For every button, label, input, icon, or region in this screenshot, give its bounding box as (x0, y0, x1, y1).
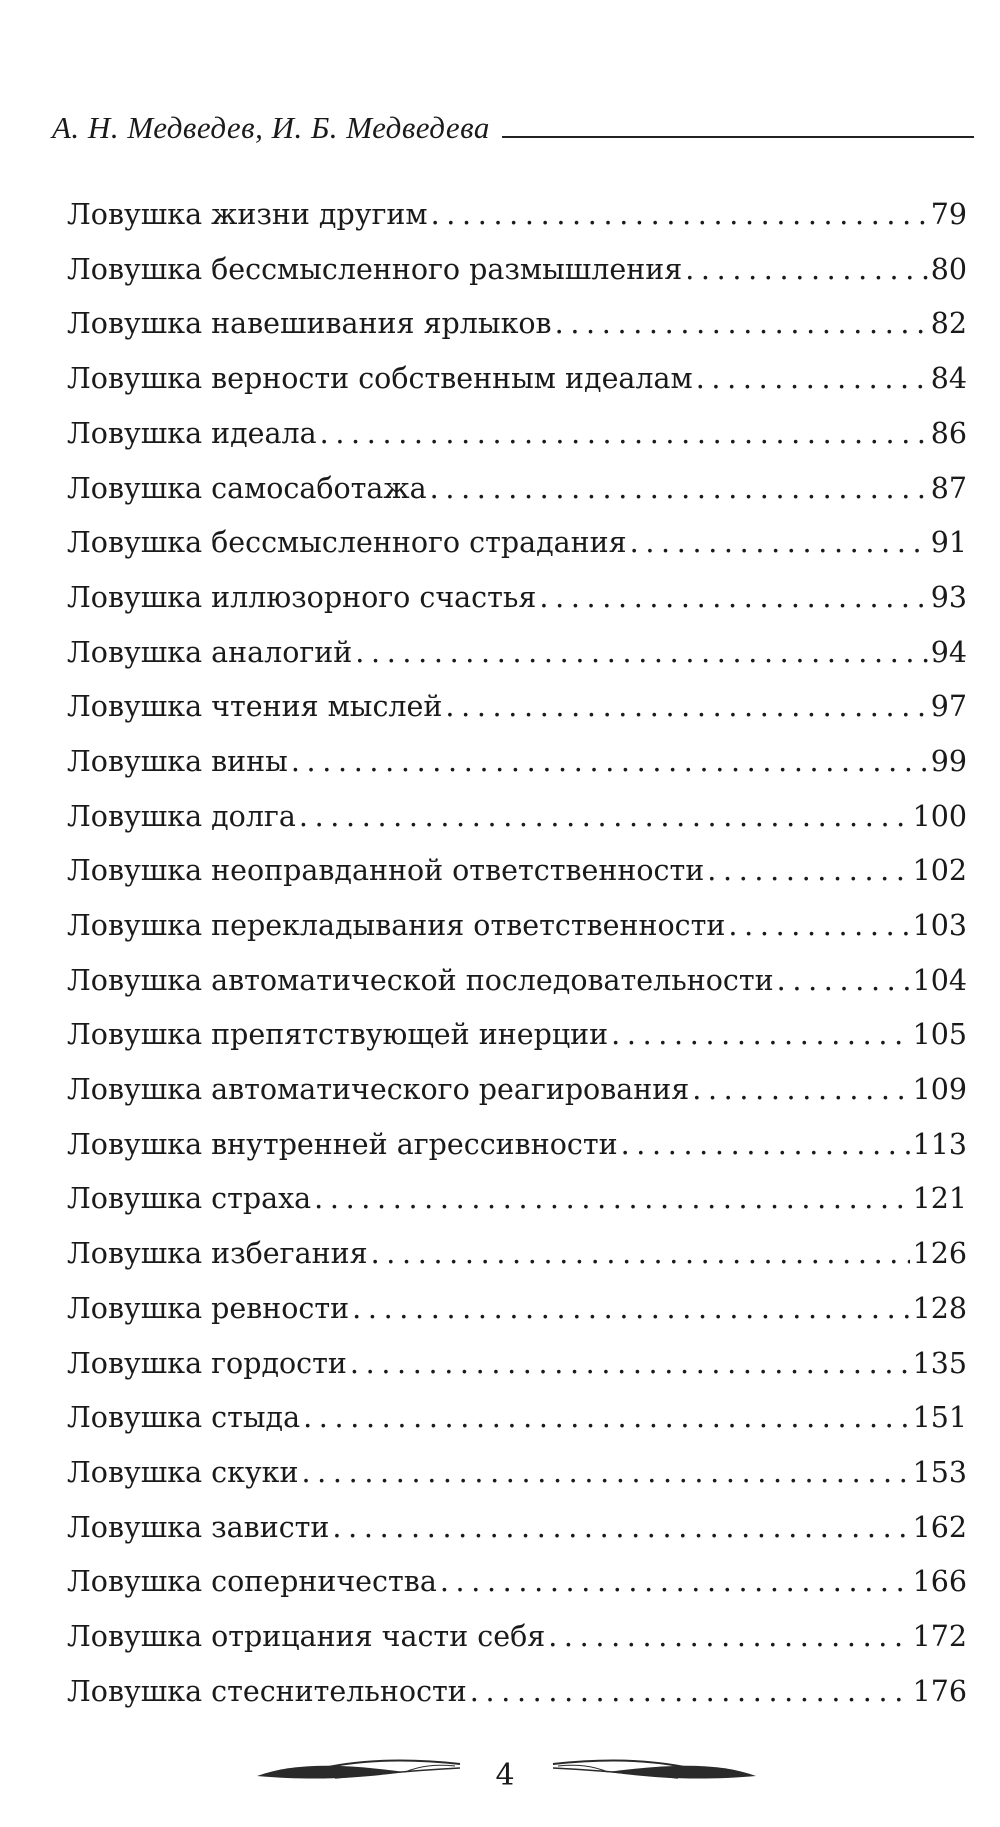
toc-leader-dots (350, 1350, 910, 1379)
toc-entry-title: Ловушка идеала (67, 416, 317, 450)
toc-entry-title: Ловушка отрицания части себя (67, 1619, 546, 1653)
toc-entry-page: 86 (930, 416, 967, 450)
toc-entry[interactable] (67, 790, 967, 845)
toc-entry[interactable] (67, 954, 967, 1009)
toc-entry-title: Ловушка страха (67, 1182, 312, 1216)
toc-entry-page: 84 (930, 362, 967, 396)
toc-entry-page: 80 (930, 252, 967, 286)
toc-entry-page: 126 (912, 1237, 967, 1271)
toc-leader-dots (301, 1459, 909, 1488)
toc-entry[interactable] (67, 735, 967, 790)
toc-entry[interactable] (67, 516, 967, 571)
toc-leader-dots (621, 1131, 910, 1160)
toc-leader-dots (630, 529, 928, 558)
toc-entry[interactable] (67, 243, 967, 298)
toc-entry[interactable] (67, 1008, 967, 1063)
toc-entry[interactable] (67, 1391, 967, 1446)
toc-entry-page: 172 (912, 1619, 967, 1653)
toc-entry-page: 97 (930, 690, 967, 724)
toc-leader-dots (611, 1021, 909, 1050)
toc-entry-title: Ловушка избегания (67, 1237, 368, 1271)
toc-entry-title: Ловушка аналогий (67, 635, 353, 669)
toc-entry[interactable] (67, 1063, 967, 1118)
toc-entry-page: 109 (912, 1073, 967, 1107)
toc-entry-title: Ловушка чтения мыслей (67, 690, 443, 724)
toc-leader-dots (555, 310, 928, 339)
toc-leader-dots (696, 365, 928, 394)
toc-leader-dots (728, 912, 909, 941)
toc-leader-dots (314, 1185, 909, 1214)
toc-entry-title: Ловушка перекладывания ответственности (67, 909, 726, 943)
toc-leader-dots (777, 967, 910, 996)
toc-entry-page: 176 (912, 1674, 967, 1708)
toc-entry-title: Ловушка соперничества (67, 1565, 437, 1599)
page-number: 4 (495, 1758, 515, 1793)
toc-entry[interactable] (67, 352, 967, 407)
toc-entry[interactable] (67, 1172, 967, 1227)
toc-entry-page: 113 (912, 1127, 967, 1161)
toc-leader-dots (320, 420, 928, 449)
toc-leader-dots (291, 748, 928, 777)
running-head (52, 112, 974, 143)
toc-entry-page: 153 (912, 1455, 967, 1489)
toc-leader-dots (431, 201, 928, 230)
toc-entry-page: 79 (930, 198, 967, 232)
toc-entry-title: Ловушка зависти (67, 1510, 330, 1544)
toc-entry-page: 102 (912, 854, 967, 888)
toc-entry-page: 128 (912, 1291, 967, 1325)
toc-entry[interactable] (67, 1665, 967, 1720)
toc-entry-page: 162 (912, 1510, 967, 1544)
toc-entry-page: 104 (912, 963, 967, 997)
toc-entry-page: 82 (930, 307, 967, 341)
toc-entry[interactable] (67, 461, 967, 516)
toc-leader-dots (430, 475, 928, 504)
table-of-contents (67, 188, 967, 1719)
toc-entry-title: Ловушка стыда (67, 1401, 301, 1435)
toc-entry[interactable] (67, 844, 967, 899)
toc-leader-dots (332, 1514, 909, 1543)
toc-entry-title: Ловушка жизни другим (67, 198, 428, 232)
toc-entry[interactable] (67, 1118, 967, 1173)
right-ornament-icon (548, 1750, 758, 1790)
toc-leader-dots (692, 1076, 909, 1105)
toc-leader-dots (445, 693, 927, 722)
toc-entry-title: Ловушка навешивания ярлыков (67, 307, 552, 341)
toc-leader-dots (440, 1568, 910, 1597)
toc-leader-dots (371, 1240, 910, 1269)
toc-entry[interactable] (67, 1610, 967, 1665)
toc-entry-page: 135 (912, 1346, 967, 1380)
toc-entry[interactable] (67, 407, 967, 462)
toc-leader-dots (685, 256, 928, 285)
left-ornament-icon (255, 1750, 465, 1790)
toc-entry[interactable] (67, 297, 967, 352)
toc-entry-title: Ловушка бессмысленного страдания (67, 526, 627, 560)
toc-leader-dots (548, 1623, 909, 1652)
toc-entry-title: Ловушка верности собственным идеалам (67, 362, 693, 396)
toc-entry-page: 91 (930, 526, 967, 560)
toc-entry-page: 93 (930, 580, 967, 614)
toc-entry-title: Ловушка самосаботажа (67, 471, 427, 505)
toc-entry-page: 103 (912, 909, 967, 943)
toc-entry-page: 121 (912, 1182, 967, 1216)
toc-leader-dots (299, 803, 910, 832)
toc-entry[interactable] (67, 680, 967, 735)
toc-entry-title: Ловушка вины (67, 744, 288, 778)
toc-leader-dots (352, 1295, 909, 1324)
toc-entry[interactable] (67, 1336, 967, 1391)
toc-entry[interactable] (67, 188, 967, 243)
toc-entry-title: Ловушка автоматической последовательности (67, 963, 774, 997)
toc-entry[interactable] (67, 571, 967, 626)
toc-entry-title: Ловушка автоматического реагирования (67, 1073, 690, 1107)
toc-entry[interactable] (67, 1446, 967, 1501)
toc-entry-page: 105 (912, 1018, 967, 1052)
authors: А. Н. Медведев, И. Б. Медведева (52, 110, 490, 145)
toc-entry[interactable] (67, 1555, 967, 1610)
toc-entry-title: Ловушка стеснительности (67, 1674, 467, 1708)
toc-leader-dots (303, 1404, 910, 1433)
toc-entry-title: Ловушка бессмысленного размышления (67, 252, 683, 286)
page-footer (0, 1750, 1000, 1810)
toc-entry[interactable] (67, 1501, 967, 1556)
toc-entry-title: Ловушка внутренней агрессивности (67, 1127, 618, 1161)
toc-leader-dots (539, 584, 927, 613)
toc-leader-dots (707, 857, 909, 886)
toc-entry[interactable] (67, 1227, 967, 1282)
toc-leader-dots (470, 1678, 910, 1707)
toc-entry-page: 87 (930, 471, 967, 505)
toc-entry-title: Ловушка гордости (67, 1346, 347, 1380)
toc-entry-title: Ловушка скуки (67, 1455, 299, 1489)
toc-entry-title: Ловушка ревности (67, 1291, 350, 1325)
toc-entry-page: 100 (912, 799, 967, 833)
header-rule (502, 136, 974, 138)
toc-entry-page: 151 (912, 1401, 967, 1435)
toc-leader-dots (355, 639, 927, 668)
toc-entry[interactable] (67, 1282, 967, 1337)
toc-entry-title: Ловушка препятствующей инерции (67, 1018, 609, 1052)
toc-entry-title: Ловушка неоправданной ответственности (67, 854, 705, 888)
toc-entry-page: 99 (930, 744, 967, 778)
toc-entry-title: Ловушка иллюзорного счастья (67, 580, 537, 614)
toc-entry-page: 94 (930, 635, 967, 669)
toc-entry-page: 166 (912, 1565, 967, 1599)
toc-entry[interactable] (67, 626, 967, 681)
toc-entry[interactable] (67, 899, 967, 954)
toc-entry-title: Ловушка долга (67, 799, 296, 833)
